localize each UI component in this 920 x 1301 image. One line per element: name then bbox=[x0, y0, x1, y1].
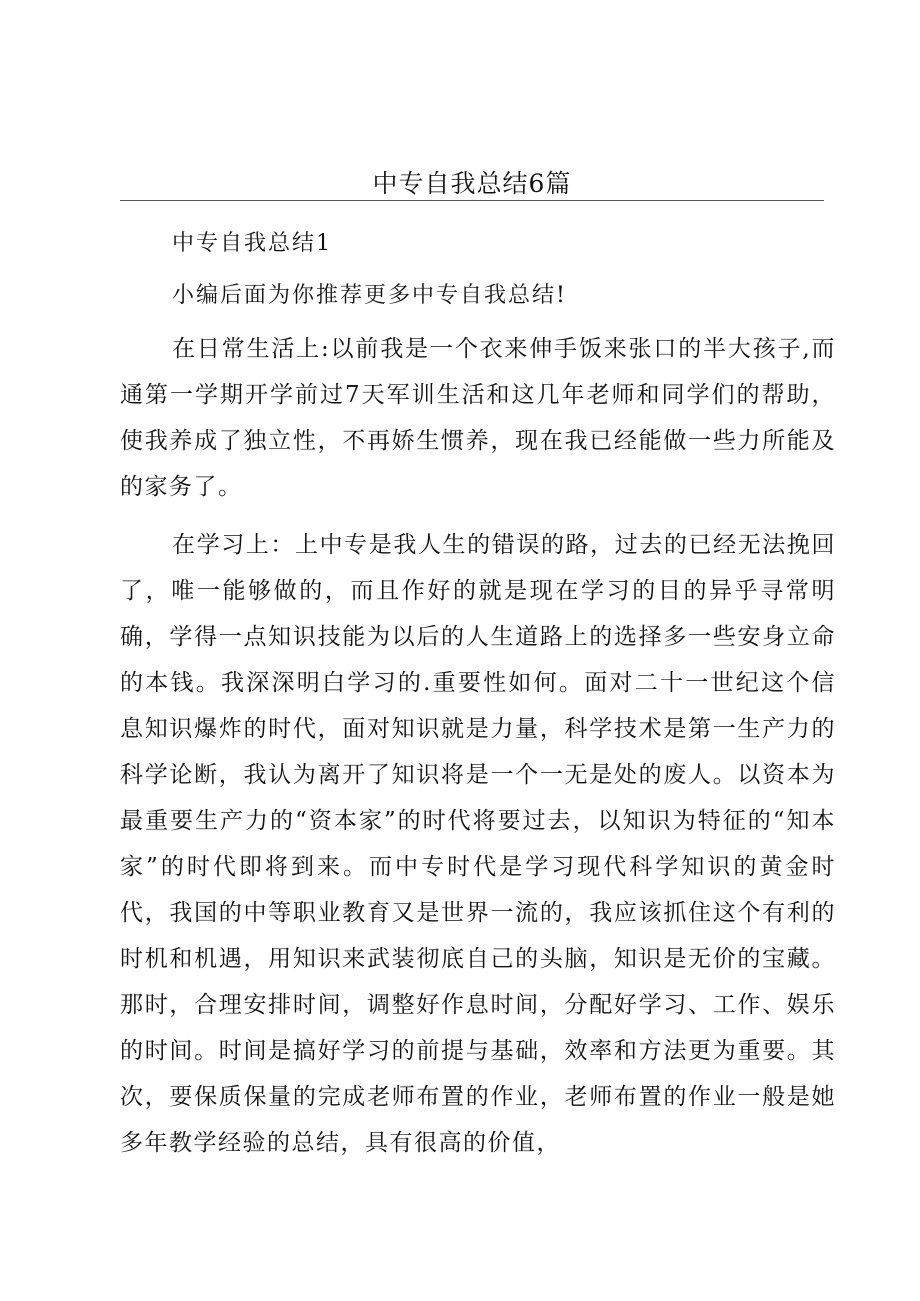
paragraph-study: 在学习上：上中专是我人生的错误的路，过去的已经无法挽回了，唯一能够做的，而且作好的就是现在学习的目的异乎寻常明确，学得一点知识技能为以后的人生道路上的选择多一些安身立命的本钱。我深深明白学习的.重要性如何。面对二十一世纪这个信息知识爆炸的时代，面对知识就是力量，科学技术是第一生产力的科学论断，我认为离开了知识将是一个一无是处的废人。以资本为最重要生产力的“资本家”的时代将要过去，以知识为特征的“知本家”的时代即将到来。而中专时代是学习现代科学知识的黄金时代，我国的中等职业教育又是世界一流的，我应该抓住这个有利的时机和机遇，用知识来武装彻底自己的头脑，知识是无价的宝藏。那时，合理安排时间，调整好作息时间，分配好学习、工作、娱乐的时间。时间是搞好学习的前提与基础，效率和方法更为重要。其次，要保质保量的完成老师布置的作业，老师布置的作业一般是她多年教学经验的总结，具有很高的价值， bbox=[120, 532, 836, 1156]
title-divider bbox=[120, 200, 824, 201]
document-body bbox=[120, 222, 836, 1166]
document-title: 中专自我总结6篇 bbox=[372, 169, 572, 198]
intro-line: 小编后面为你推荐更多中专自我总结! bbox=[172, 283, 567, 308]
section-heading: 中专自我总结1 bbox=[172, 231, 332, 256]
paragraph-daily-life: 在日常生活上:以前我是一个衣来伸手饭来张口的半大孩子,而通第一学期开学前过7天军训生活和这几年老师和同学们的帮助，使我养成了独立性，不再娇生惯养，现在我已经能做一些力所能及的家务了。 bbox=[120, 336, 836, 500]
